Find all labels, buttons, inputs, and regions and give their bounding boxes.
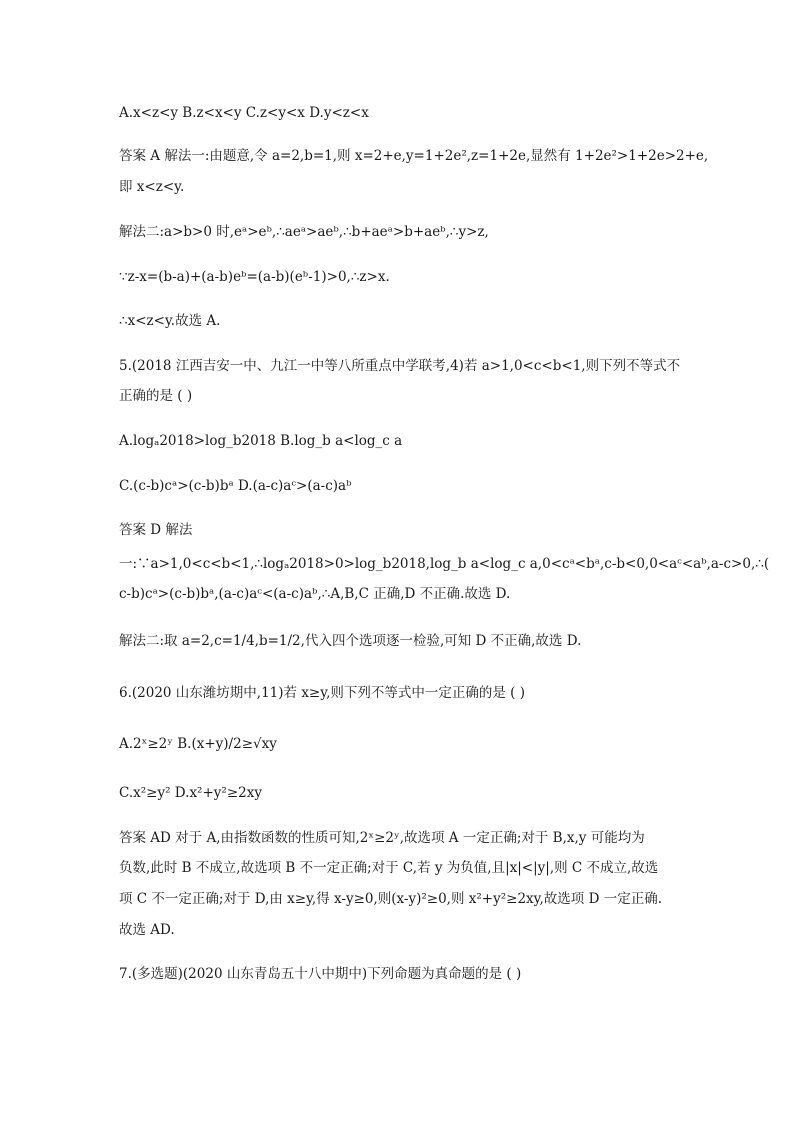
q4-conclusion: ∴x<z<y.故选 A. [119,313,221,329]
q5-answer-line-3: c-b)cᵃ>(c-b)bᵃ,(a-c)aᶜ<(a-c)aᵇ,∴A,B,C 正确,D 不正确.故选 D. [119,586,511,602]
q6-answer-line-4: 故选 AD. [119,922,175,938]
q5-stem-cont: 正确的是 ( ) [119,388,193,404]
q4-answer-method-1: 答案 A 解法一:由题意,令 a=2,b=1,则 x=2+e,y=1+2e²,z=1+2e,显然有 1+2e²>1+2e>2+e, [119,148,709,164]
q4-method-2-line-1: 解法二:a>b>0 时,eᵃ>eᵇ,∴aeᵃ>aeᵇ,∴b+aeᵃ>b+aeᵇ,∴y>z, [119,224,489,240]
q7-stem: 7.(多选题)(2020 山东青岛五十八中期中)下列命题为真命题的是 ( ) [119,966,522,982]
q6-answer-line-3: 项 C 不一定正确;对于 D,由 x≥y,得 x-y≥0,则(x-y)²≥0,则 x²+y²≥2xy,故选项 D 一定正确. [119,891,662,907]
q6-stem: 6.(2020 山东潍坊期中,11)若 x≥y,则下列不等式中一定正确的是 ( ) [119,685,525,701]
q4-options: A.x<z<y B.z<x<y C.z<y<x D.y<z<x [119,105,369,121]
q6-answer-line-1: 答案 AD 对于 A,由指数函数的性质可知,2ˣ≥2ʸ,故选项 A 一定正确;对于 B,x,y 可能均为 [119,830,645,846]
q4-answer-method-1-cont: 即 x<z<y. [119,179,185,195]
q5-answer-line-2: 一:∵a>1,0<c<b<1,∴logₐ2018>0>log_b2018,log_b a<log_c a,0<cᵃ<bᵃ,c-b<0,0<aᶜ<aᵇ,a-c>0,∴( [119,556,770,572]
q5-stem: 5.(2018 江西吉安一中、九江一中等八所重点中学联考,4)若 a>1,0<c<b<1,则下列不等式不 [119,358,681,374]
q6-options-cd: C.x²≥y² D.x²+y²≥2xy [119,785,262,801]
q5-options-cd: C.(c-b)cᵃ>(c-b)bᵃ D.(a-c)aᶜ>(a-c)aᵇ [119,478,352,494]
q6-options-ab: A.2ˣ≥2ʸ B.(x+y)/2≥√xy [119,736,277,752]
q6-answer-line-2: 负数,此时 B 不成立,故选项 B 不一定正确;对于 C,若 y 为负值,且|x|<|y|,则 C 不成立,故选 [119,860,659,876]
q5-method-2: 解法二:取 a=2,c=1/4,b=1/2,代入四个选项逐一检验,可知 D 不正确,故选 D. [119,633,582,649]
q5-options-ab: A.logₐ2018>log_b2018 B.log_b a<log_c a [119,433,403,449]
q5-answer: 答案 D 解法 [119,522,193,538]
q4-method-2-line-2: ∵z-x=(b-a)+(a-b)eᵇ=(a-b)(eᵇ-1)>0,∴z>x. [119,269,390,285]
